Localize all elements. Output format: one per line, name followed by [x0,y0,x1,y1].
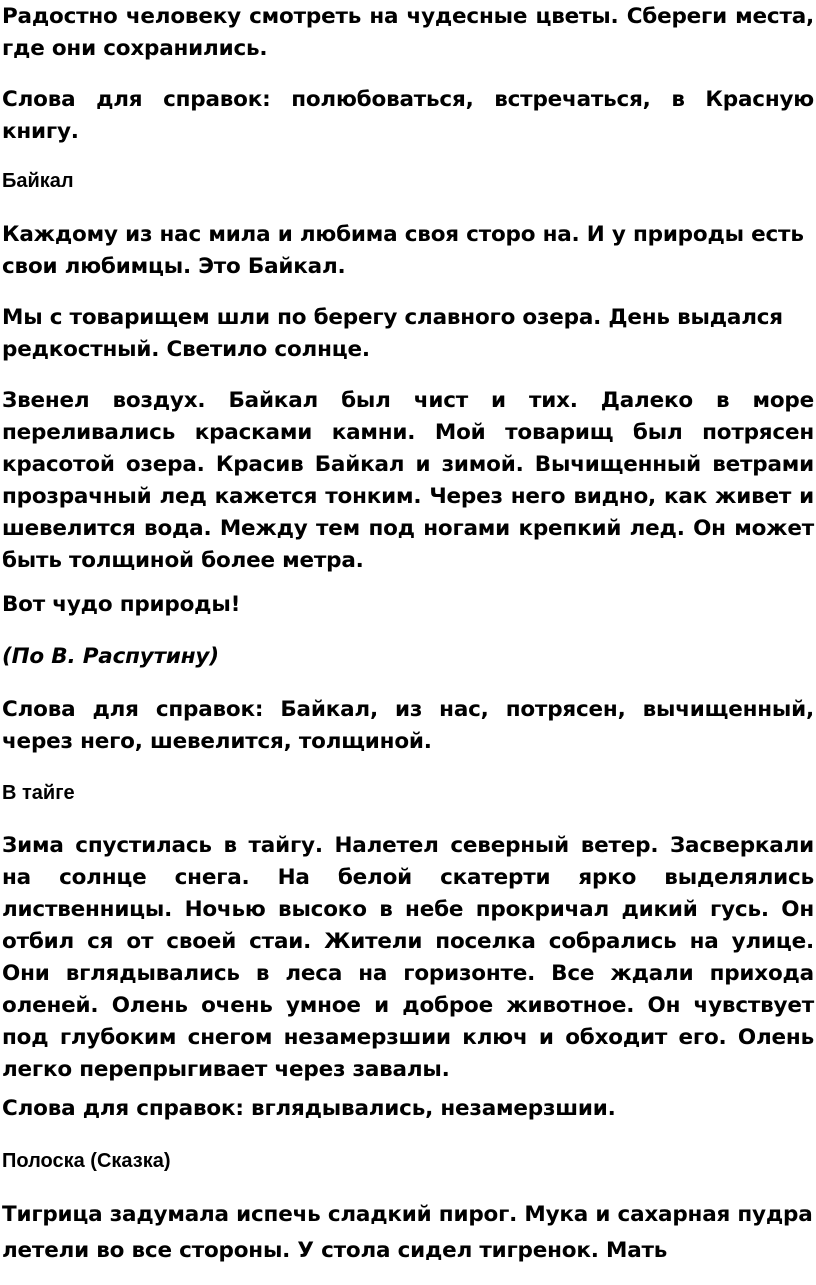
paragraph-baikal-intro: Каждому из нас мила и любима своя сторо на. И у природы есть свои любимцы. Это Байкал. [2,222,804,279]
heading-polоska-tale: Полоска (Сказка) [2,1150,171,1172]
paragraph-reference-words-2: Слова для справок: Байкал, из нас, потрясен, вычищенный, через него, шевелится, толщиной. [2,697,814,754]
paragraph-reference-words-1: Слова для справок: полюбоваться, встречаться, в Красную книгу. [2,87,814,144]
paragraph-reference-words-3: Слова для справок: вглядывались, незамерзшии. [2,1096,616,1121]
paragraph-flowers: Радостно человеку смотреть на чудесные цветы. Сбереги места, где они сохранились. [2,4,814,61]
paragraph-baikal-description: Звенел воздух. Байкал был чист и тих. Далеко в море переливались красками камни. Мой товарищ был потрясен красотой озера. Красив Байкал и зимой. Вычищенный ветрами прозрачный лед кажется тонким. Через него видно, как живет и шевелится вода. Между тем под ногами крепкий лед. Он может быть толщиной более метра. [2,388,814,573]
paragraph-baikal-walk: Мы с товарищем шли по берегу славного озера. День выдался редкостный. Светило солнце. [2,305,783,362]
heading-taiga: В тайге [2,782,75,804]
heading-baikal: Байкал [2,170,74,192]
paragraph-tigress: Тигрица задумала испечь сладкий пирог. Мука и сахарная пудра летели во все стороны. У стола сидел тигренок. Мать [2,1202,813,1263]
paragraph-taiga: Зима спустилась в тайгу. Налетел северный ветер. Засверкали на солнце снега. На белой скатерти ярко выделялись лиственницы. Ночью высоко в небе прокричал дикий гусь. Он отбил ся от своей стаи. Жители поселка собрались на улице. Они вглядывались в леса на горизонте. Все ждали прихода оленей. Олень очень умное и доброе животное. Он чувствует под глубоким снегом незамерзшии ключ и обходит его. Олень легко перепрыгивает через завалы. [2,833,814,1082]
paragraph-author: (По В. Распутину) [2,644,219,669]
paragraph-miracle: Вот чудо природы! [2,592,241,617]
